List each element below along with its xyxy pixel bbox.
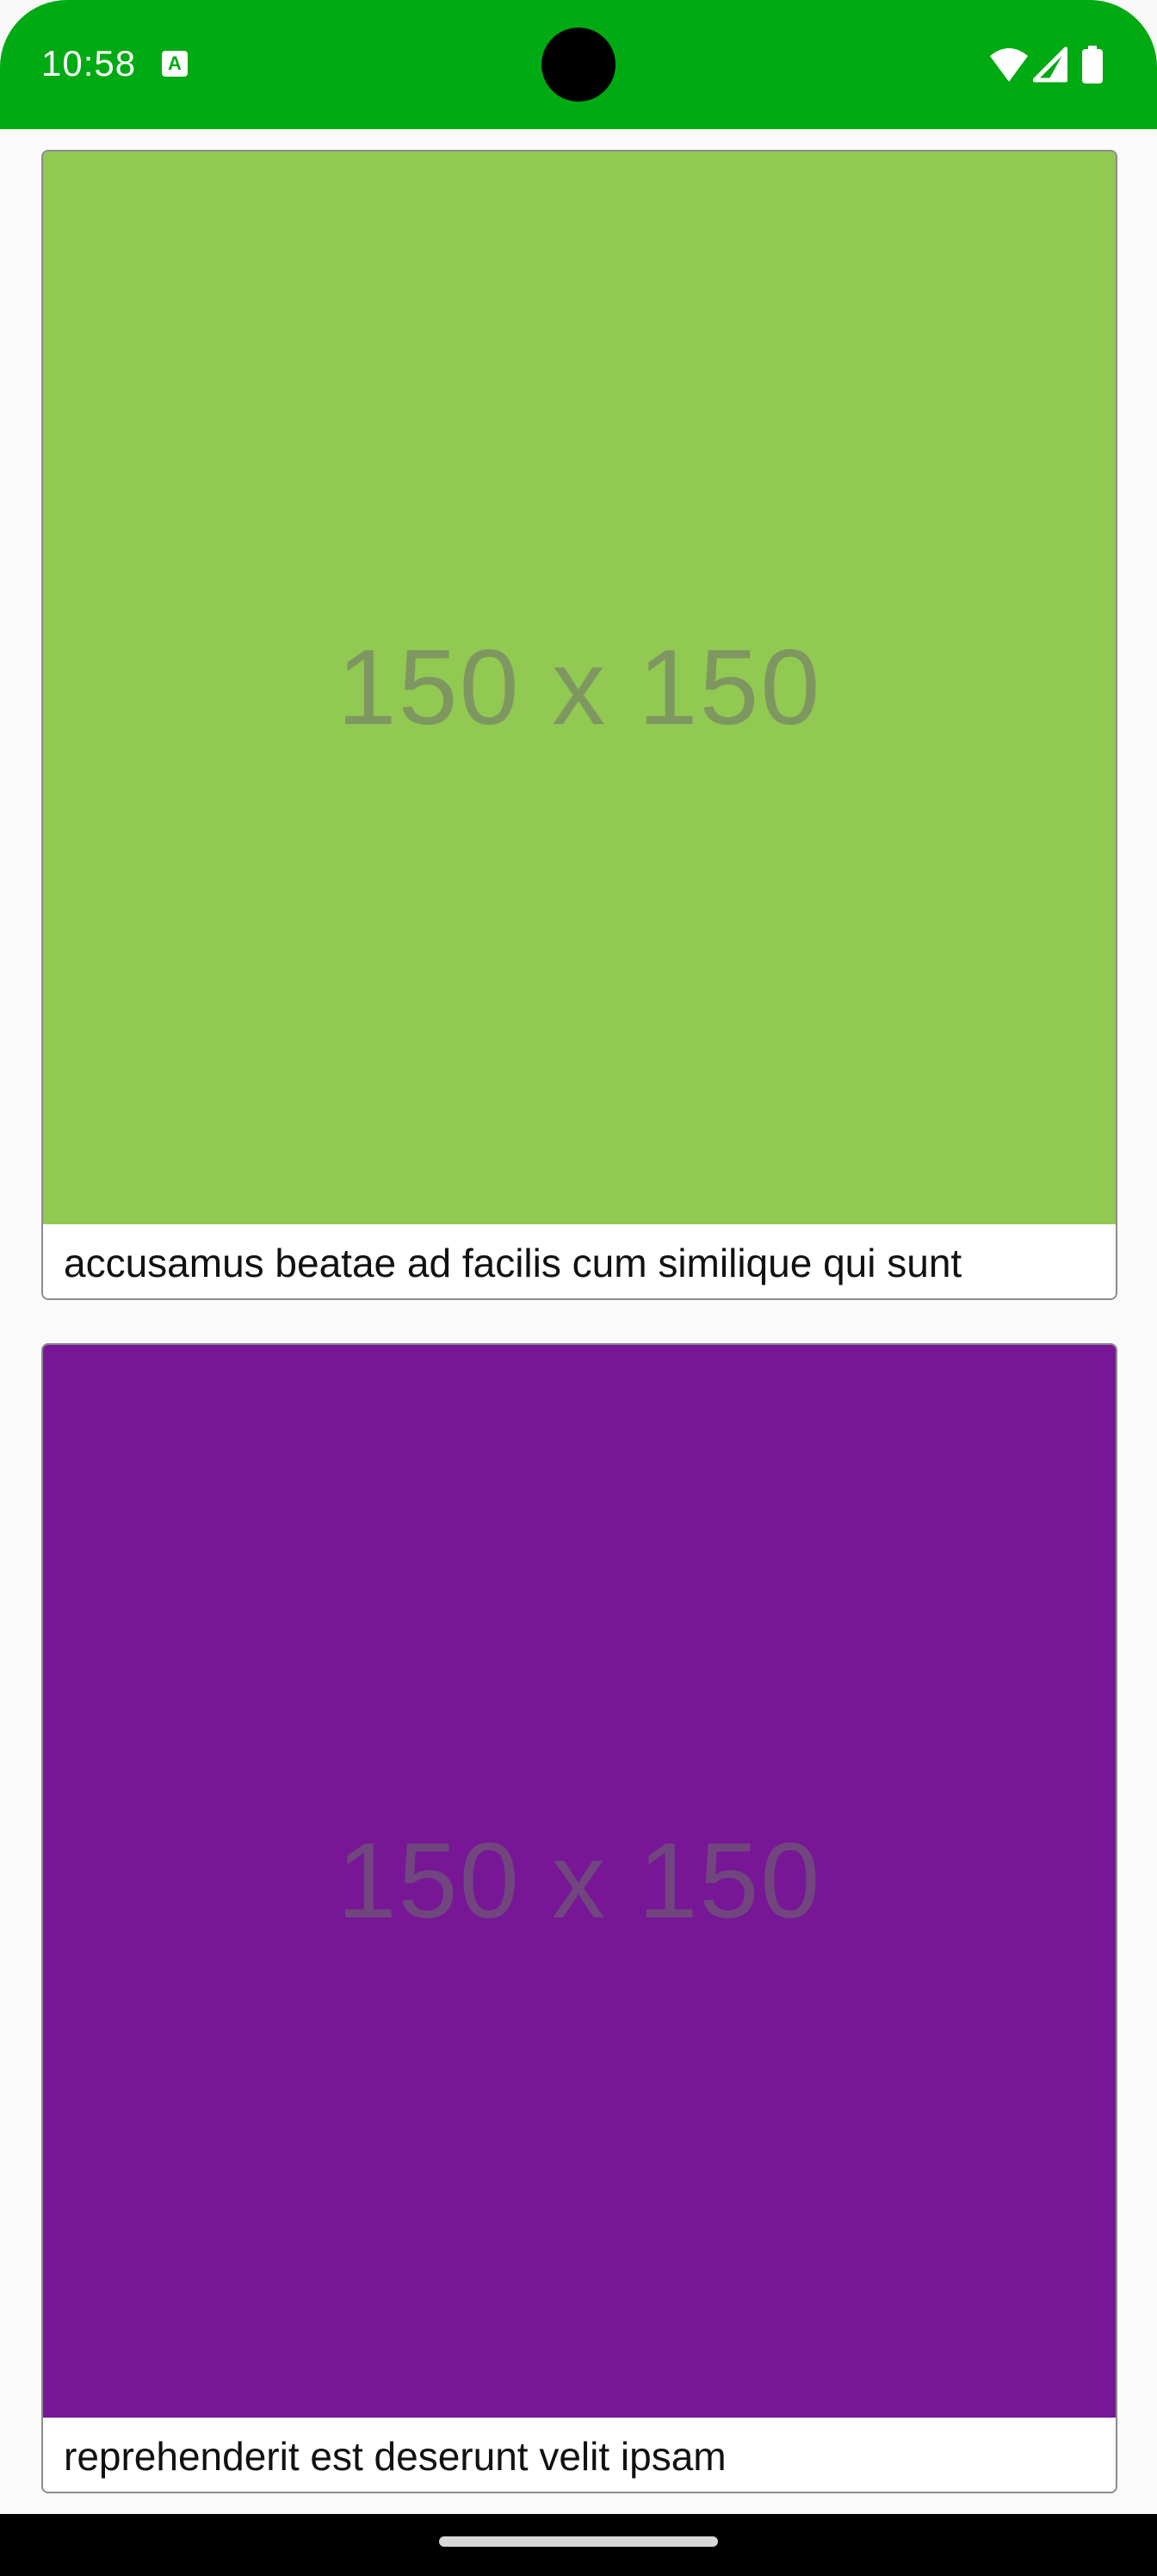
photo-card-2[interactable] [41, 1343, 1117, 2493]
photo-list[interactable] [0, 129, 1157, 2514]
photo-thumbnail-1[interactable] [43, 152, 1116, 1224]
app-notification-icon: A [162, 51, 188, 77]
photo-title-2: reprehenderit est deserunt velit ipsam [64, 2434, 727, 2479]
placeholder-size-label: 150 x 150 [337, 1822, 822, 1941]
navigation-bar [0, 2514, 1157, 2576]
photo-title-1: accusamus beatae ad facilis cum similique qui sunt [64, 1241, 962, 1285]
camera-cutout [541, 28, 616, 102]
gesture-handle[interactable] [439, 2536, 718, 2547]
status-bar [0, 0, 1157, 129]
battery-icon [1081, 46, 1104, 84]
status-icons [988, 46, 1109, 84]
wifi-icon [988, 46, 1030, 84]
cellular-signal-icon [1033, 46, 1067, 84]
photo-card-1[interactable] [41, 150, 1117, 1300]
photo-thumbnail-2[interactable] [43, 1345, 1116, 2418]
placeholder-size-label: 150 x 150 [337, 629, 822, 747]
status-time: 10:58 [41, 43, 137, 84]
